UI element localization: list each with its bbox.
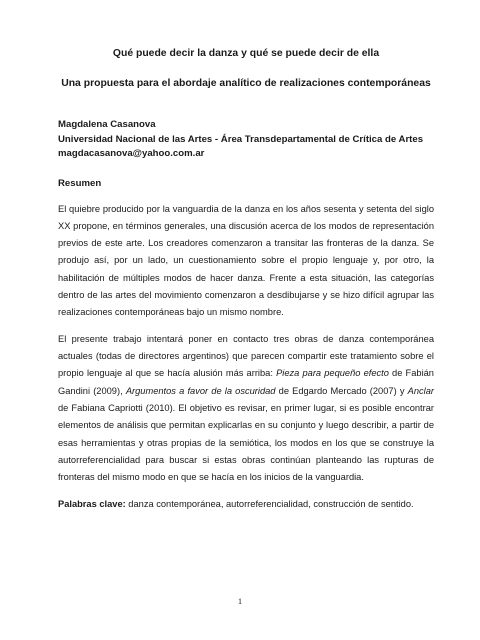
author-affiliation: Universidad Nacional de las Artes - Área Transdepartamental de Crítica de Artes — [58, 133, 424, 145]
abstract-paragraph-1: El quiebre producido por la vanguardia de la danza en los años sesenta y setenta del siglo XX propone, en términos generales, una discusión acerca de los modos de representación previos de este arte. Los creadores comenzaron a transitar las fronteras de la danza. Se produjo así, por un lado, un cuestionamiento sobre el propio lenguaje y, por otro, la habilitación de múltiples modos de hacer danza. Frente a esta situación, las categorías dentro de las artes del movimiento comenzaron a desdibujarse y se hizo difícil agrupar las realizaciones contemporáneas bajo un mismo nombre. — [58, 203, 434, 318]
paragraph-2-text-4: de Fabiana Capriotti (2010). El objetivo es revisar, en primer lugar, si es posible encontrar elementos de análisis que permitan explicarlas en su conjunto y luego describir, a partir de esas herramientas y otras propias de la semiótica, los modos en los que se construye la autorreferencialidad para buscar si estas obras continúan planteando las rupturas de fronteras del mismo modo en que se hacía en los inicios de la vanguardia. — [58, 403, 434, 483]
paragraph-2-text-2: de Fabián Gandini (2009), — [58, 368, 434, 396]
author-email: magdacasanova@yahoo.com.ar — [58, 148, 205, 159]
author-name: Magdalena Casanova — [58, 119, 156, 130]
document-subtitle: Una propuesta para el abordaje analítico de realizaciones contemporáneas — [61, 78, 431, 89]
work-title-3: Anclar — [407, 385, 434, 396]
document-title: Qué puede decir la danza y qué se puede decir de ella — [112, 48, 380, 59]
keywords-text: danza contemporánea, autorreferencialidad, construcción de sentido. — [125, 498, 414, 509]
keywords-line — [58, 497, 434, 512]
keywords-label: Palabras clave: — [58, 498, 126, 509]
page-number: 1 — [237, 596, 243, 606]
abstract-paragraph-2 — [58, 331, 434, 487]
author-block — [58, 118, 434, 162]
paragraph-2-text-3: de Edgardo Mercado (2007) y — [275, 385, 408, 396]
work-title-1: Pieza para pequeño efecto — [276, 368, 389, 379]
abstract-heading: Resumen — [58, 177, 102, 189]
work-title-2: Argumentos a favor de la oscuridad — [125, 385, 276, 396]
paragraph-2-text-1: El presente trabajo intentará poner en contacto tres obras de danza contemporánea actuales (todas de directores argentinos) que parecen compartir este tratamiento sobre el propio lenguaje al que se hacía alusión más arriba: — [58, 333, 434, 379]
